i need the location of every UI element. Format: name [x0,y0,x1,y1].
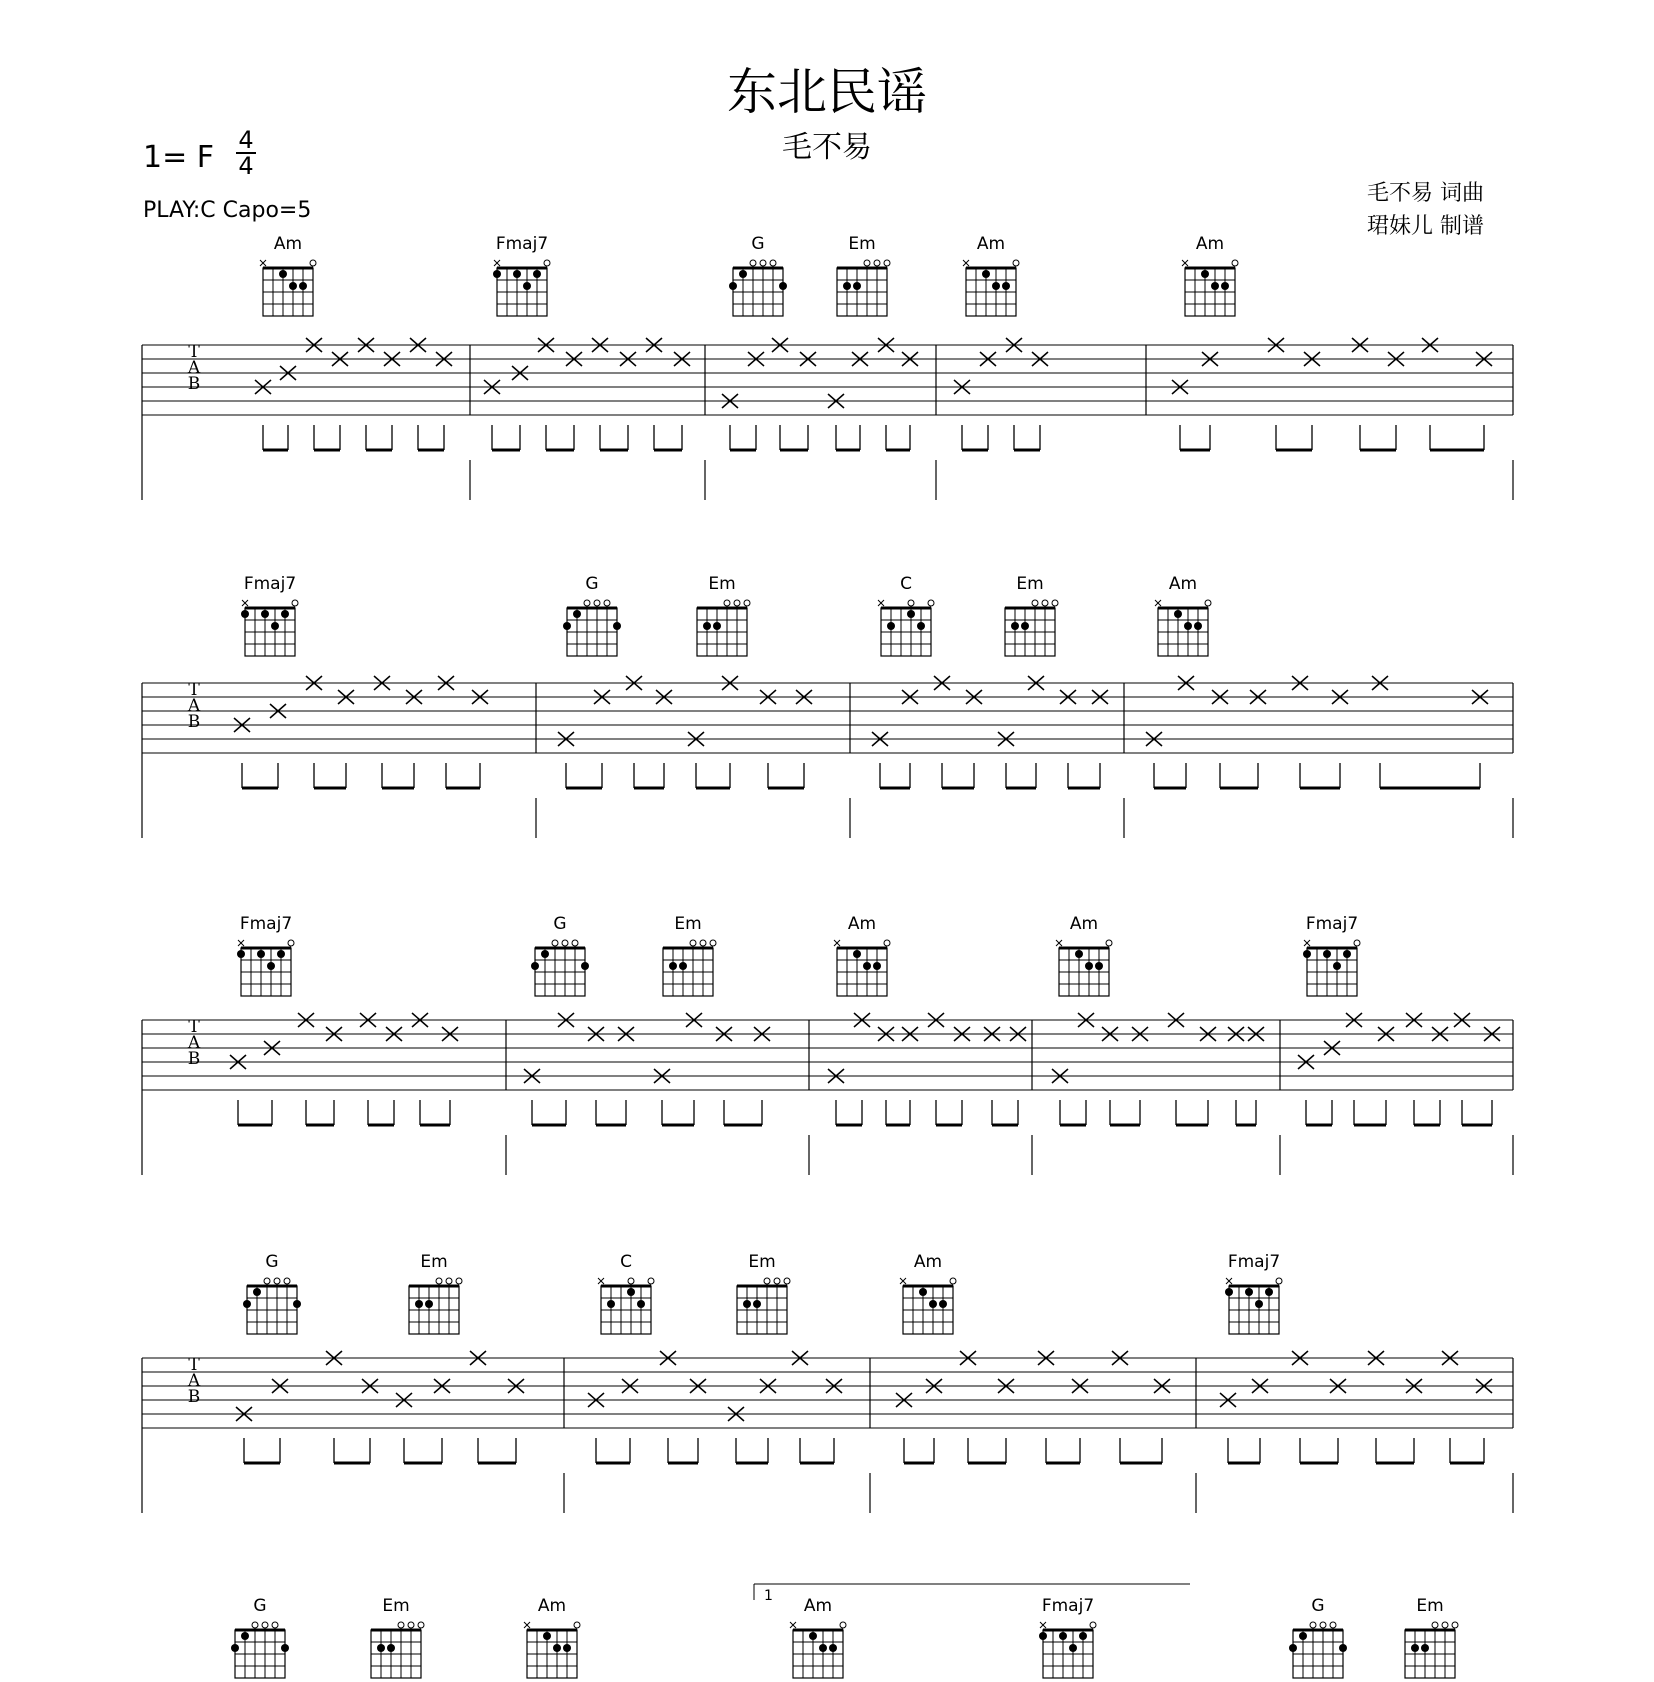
chord-name: Em [1416,1596,1444,1616]
chord-name: Em [1016,574,1044,594]
chord-name: Em [382,1596,410,1616]
chord-diagram [657,936,719,1000]
chord-name: Em [420,1252,448,1272]
chord-name: Am [803,1596,833,1616]
chord-diagram [529,936,591,1000]
chord-name: Fmaj7 [239,914,293,934]
chord-name: Em [748,1252,776,1272]
chord-name: Am [273,234,303,254]
time-top: 4 [238,126,254,154]
chord-diagram [1053,936,1115,1000]
chord-name: C [620,1252,632,1272]
chord-name: Am [847,914,877,934]
tab-letter: A [187,1371,201,1391]
chord-diagram [727,256,789,320]
chord-diagram [365,1618,427,1682]
chord-name: Fmaj7 [1305,914,1359,934]
chord-name: Em [674,914,702,934]
chord-diagram [1399,1618,1461,1682]
song-title: 东北民谣 [727,63,927,121]
chord-diagram [1152,596,1214,660]
key-signature: 1= F [143,140,215,175]
chord-name: G [1311,1596,1325,1616]
chord-diagram [875,596,937,660]
chord-diagram [691,596,753,660]
tab-letter: T [188,680,200,700]
chord-diagram [229,1618,291,1682]
chord-diagram [403,1274,465,1338]
chord-name: Am [1195,234,1225,254]
time-bottom: 4 [236,152,256,178]
chord-name: G [585,574,599,594]
time-signature [236,128,256,178]
tab-letter: B [187,374,201,394]
tab-letter: T [188,342,200,362]
tab-letter: A [187,358,201,378]
tab-letter: B [187,1387,201,1407]
chord-name: Fmaj7 [495,234,549,254]
tab-staff [0,1355,1654,1558]
chord-name: Am [537,1596,567,1616]
chord-name: Fmaj7 [243,574,297,594]
chord-diagram [491,256,553,320]
tab-letter: T [188,1017,200,1037]
chord-diagram [731,1274,793,1338]
tab-letter: T [188,1355,200,1375]
chord-name: Am [913,1252,943,1272]
chord-diagram [897,1274,959,1338]
chord-name: Am [976,234,1006,254]
chord-diagram [1223,1274,1285,1338]
chord-diagram [1179,256,1241,320]
tab-staff [0,342,1654,545]
chord-name: C [900,574,912,594]
arranger-credit: 珺妹儿 制谱 [1367,214,1484,239]
tab-staff [0,680,1654,883]
chord-name: Am [1069,914,1099,934]
chord-name: Em [848,234,876,254]
tab-letter: B [187,1049,201,1069]
chord-diagram [521,1618,583,1682]
chord-diagram [239,596,301,660]
chord-diagram [241,1274,303,1338]
chord-diagram [257,256,319,320]
tab-staff [0,1017,1654,1220]
chord-name: G [253,1596,267,1616]
lyrics-credit: 毛不易 词曲 [1367,181,1484,206]
chord-diagram [1037,1618,1099,1682]
tab-letter: B [187,712,201,732]
chord-diagram [235,936,297,1000]
tab-letter: A [187,696,201,716]
chord-name: Em [708,574,736,594]
chord-diagram [1287,1618,1349,1682]
chord-diagram [831,936,893,1000]
chord-name: G [265,1252,279,1272]
chord-name: Am [1168,574,1198,594]
capo-info: PLAY:C Capo=5 [143,198,312,223]
chord-name: G [751,234,765,254]
chord-diagram [960,256,1022,320]
chord-name: Fmaj7 [1041,1596,1095,1616]
artist-name: 毛不易 [782,130,872,165]
chord-name: Fmaj7 [1227,1252,1281,1272]
chord-diagram [999,596,1061,660]
chord-diagram [1301,936,1363,1000]
chord-diagram [831,256,893,320]
chord-diagram [787,1618,849,1682]
volta-number: 1 [764,1588,773,1604]
chord-diagram [595,1274,657,1338]
chord-diagram [561,596,623,660]
chord-name: G [553,914,567,934]
tab-letter: A [187,1033,201,1053]
